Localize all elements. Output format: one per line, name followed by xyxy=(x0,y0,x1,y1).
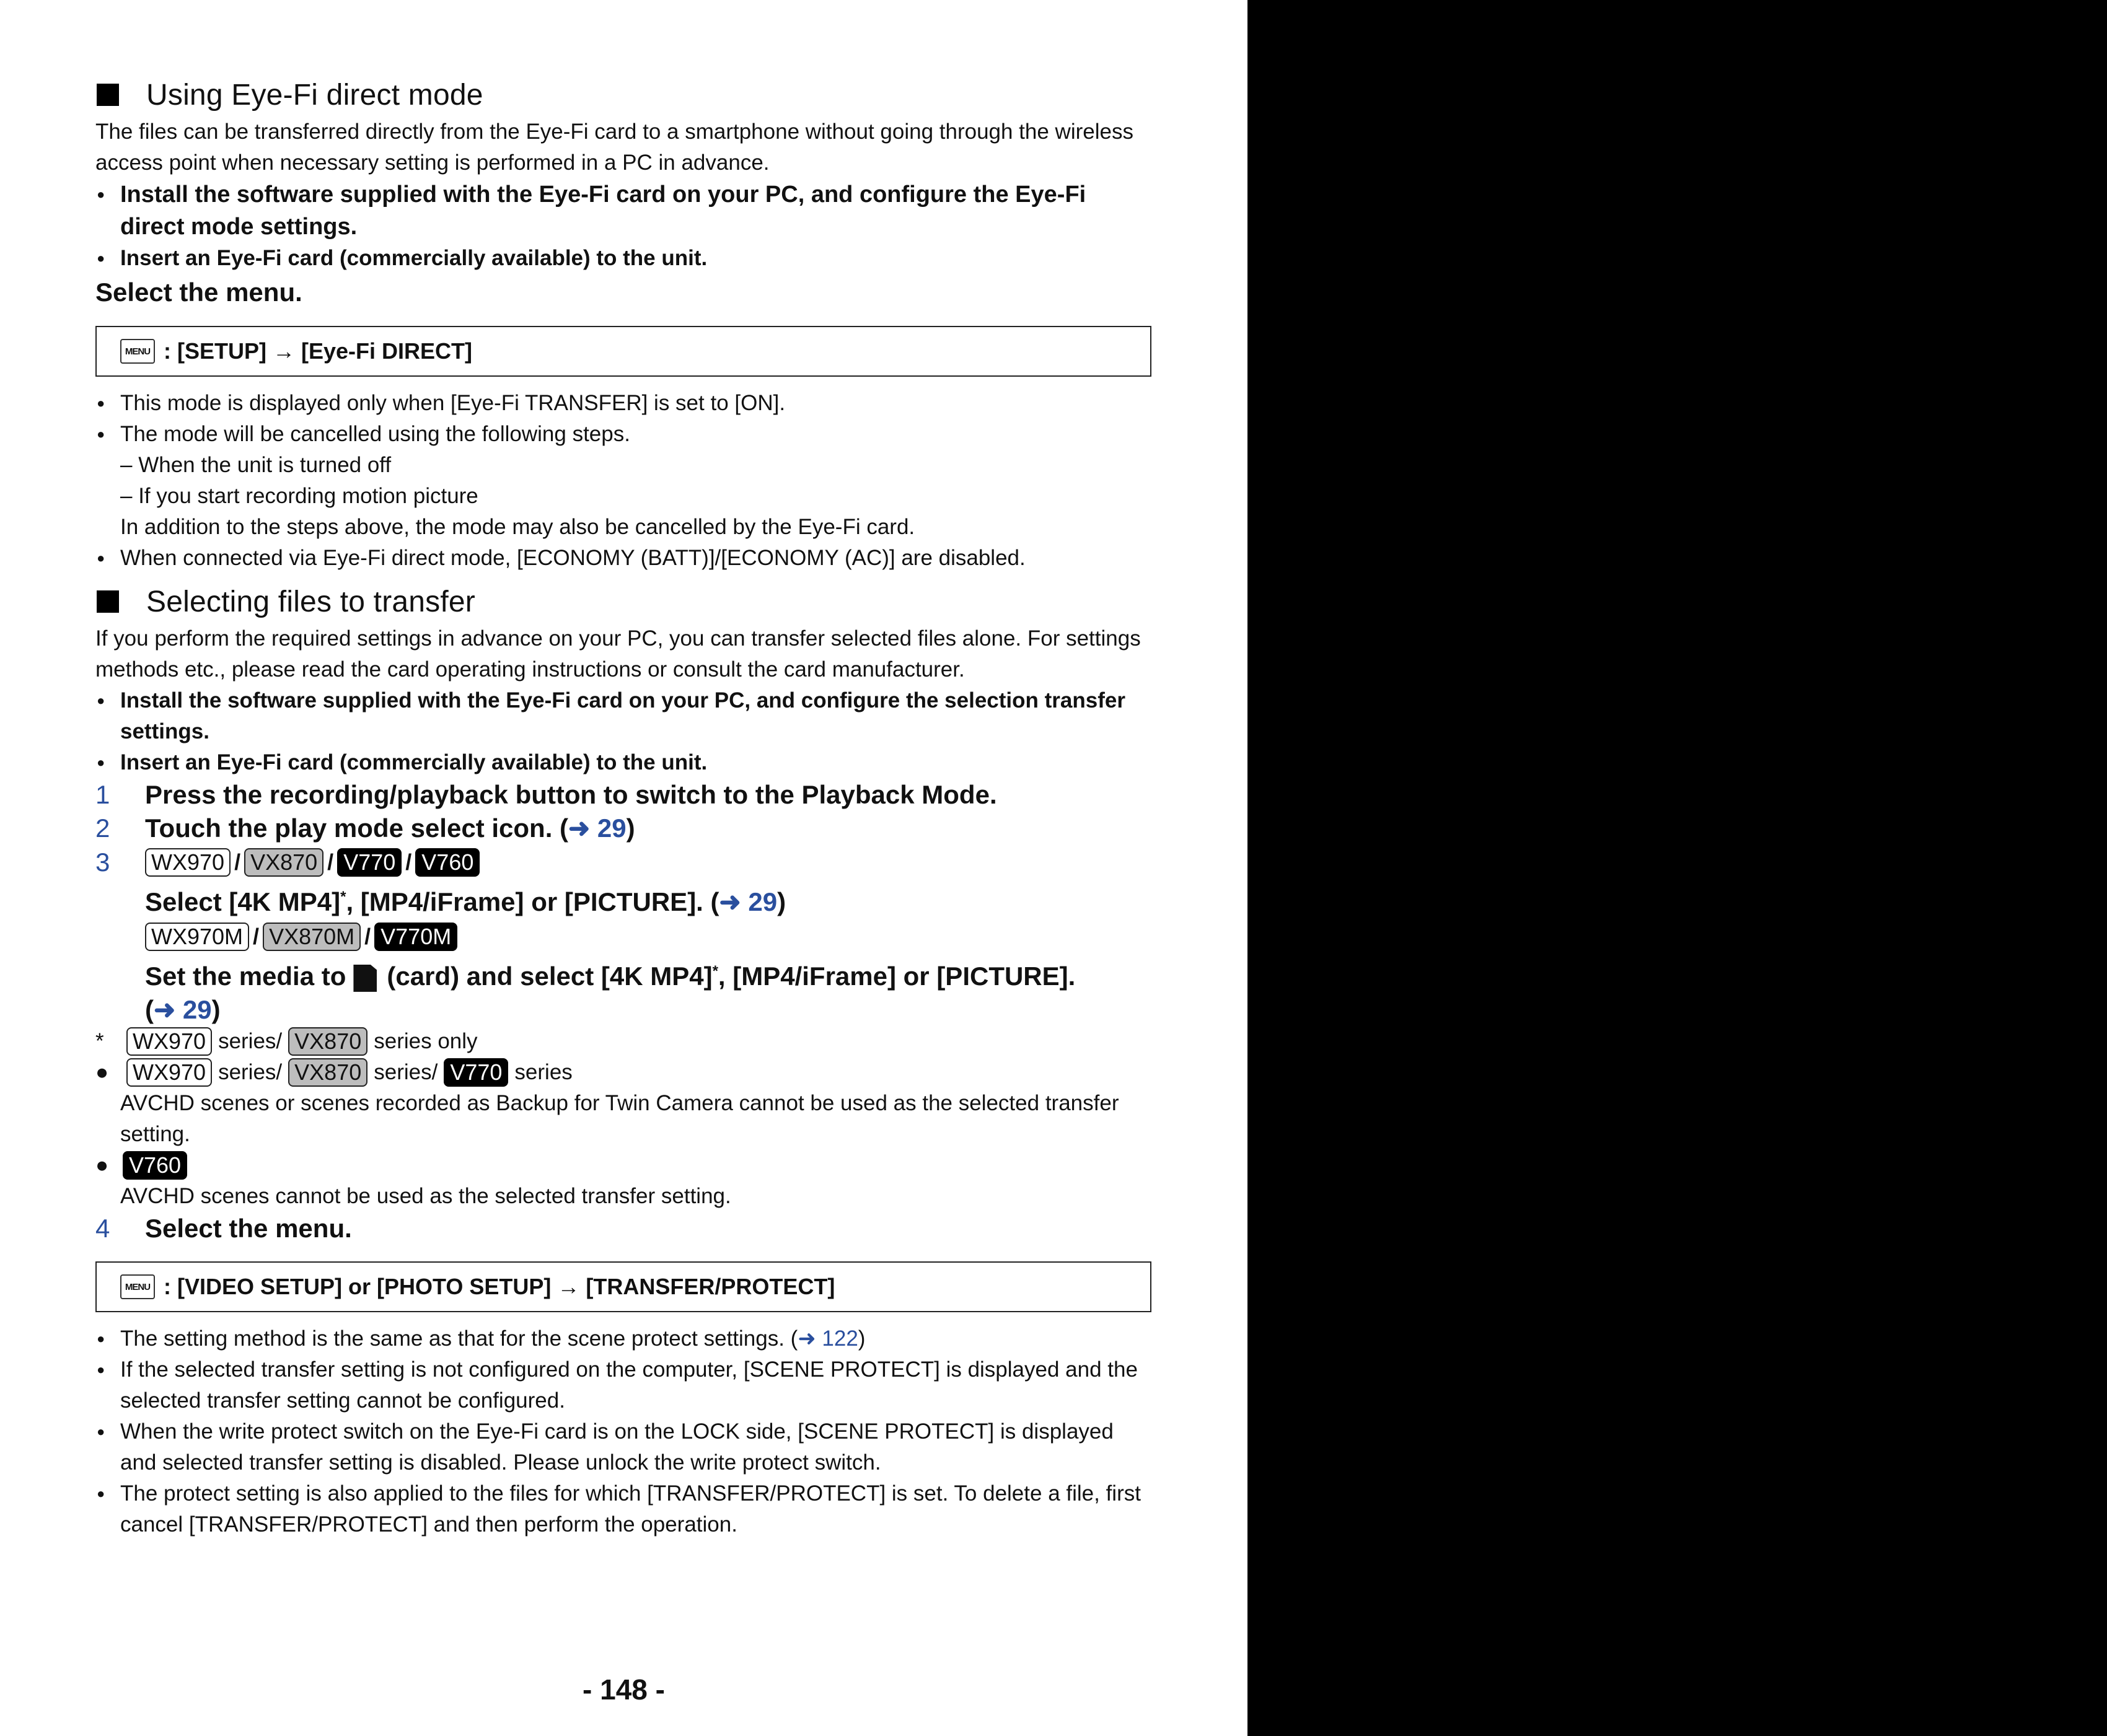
paren-close: ) xyxy=(211,995,221,1024)
step-1 xyxy=(95,778,1151,812)
model-badge: WX970M xyxy=(145,923,249,951)
slash-separator: / xyxy=(405,849,412,875)
note-item xyxy=(95,1323,1151,1354)
model-badge: V770 xyxy=(337,848,402,877)
step-text: Select the menu. xyxy=(145,1214,352,1243)
footnote-mark: * xyxy=(340,888,346,905)
note-item: ● The protect setting is also applied to the files for which [TRANSFER/PROTECT] is set. To delete a file, first cancel [TRANSFER/PROTECT] and then perform the operation. xyxy=(95,1478,1151,1540)
requirement-item: ● Insert an Eye-Fi card (commercially available) to the unit. xyxy=(95,243,1151,274)
section-intro: If you perform the required settings in advance on your PC, you can transfer selected files alone. For settings methods etc., please read the card operating instructions or consult the card manufacturer. xyxy=(95,626,1141,682)
black-panel xyxy=(1247,0,2107,1736)
dash-item: – When the unit is turned off xyxy=(120,453,392,477)
step-3 xyxy=(95,845,1151,880)
model-note-text: AVCHD scenes cannot be used as the selected transfer setting. xyxy=(120,1184,731,1208)
model-badge: V760 xyxy=(123,1151,187,1180)
step-3-instruction-a xyxy=(95,880,1151,919)
note-text: The setting method is the same as that for the scene protect settings. ( xyxy=(120,1326,798,1351)
step-4 xyxy=(95,1212,1151,1245)
dash-item: – If you start recording motion picture xyxy=(120,484,478,508)
paren-close: ) xyxy=(777,887,786,916)
section-intro: The files can be transferred directly from the Eye-Fi card to a smartphone without going through the wireless access point when necessary setting is performed in a PC in advance. xyxy=(95,120,1133,175)
instruction-text: Set the media to xyxy=(145,962,346,991)
section-heading-selecting-files xyxy=(95,580,1151,623)
square-bullet-icon xyxy=(97,590,119,613)
paren-close: ) xyxy=(858,1326,866,1351)
menu-icon: MENU xyxy=(120,1274,155,1299)
page-reference-link[interactable]: ➜ 29 xyxy=(719,887,778,916)
model-badge-row xyxy=(95,919,1151,954)
model-badge: WX970 xyxy=(145,848,231,877)
page-content xyxy=(95,73,1151,1540)
menu-icon: MENU xyxy=(120,339,155,364)
menu-path: : [VIDEO SETUP] or [PHOTO SETUP] → [TRANSFER/PROTECT] xyxy=(164,1274,835,1299)
step-number: 3 xyxy=(95,848,110,877)
note-text: series xyxy=(514,1060,573,1084)
model-note-header xyxy=(95,1150,1151,1181)
instruction-text: Select [4K MP4] xyxy=(145,887,341,916)
model-note-text: AVCHD scenes or scenes recorded as Backup for Twin Camera cannot be used as the selected transfer setting. xyxy=(120,1091,1119,1146)
step-3-reference xyxy=(95,994,1151,1026)
requirement-item: ● Install the software supplied with the Eye-Fi card on your PC, and configure the selection transfer settings. xyxy=(95,685,1151,747)
step-2 xyxy=(95,812,1151,845)
paren-close: ) xyxy=(626,813,635,843)
page-reference-link[interactable]: ➜ 29 xyxy=(154,995,212,1024)
slash-separator: / xyxy=(327,849,334,875)
note-item: ● If the selected transfer setting is not configured on the computer, [SCENE PROTECT] is displayed and the selected transfer setting cannot be configured. xyxy=(95,1354,1151,1416)
page-reference-link[interactable]: ➜ 122 xyxy=(798,1326,858,1351)
menu-path-box xyxy=(95,1261,1151,1312)
page-reference-link[interactable]: ➜ 29 xyxy=(568,813,627,843)
note-item: ● This mode is displayed only when [Eye-Fi TRANSFER] is set to [ON]. xyxy=(95,388,1151,419)
step-number: 2 xyxy=(95,813,110,843)
heading-text: Using Eye-Fi direct mode xyxy=(146,78,483,112)
step-3-instruction-b xyxy=(95,954,1151,994)
model-badge: VX870 xyxy=(288,1027,367,1056)
requirement-item: ● Insert an Eye-Fi card (commercially available) to the unit. xyxy=(95,747,1151,778)
note-item: ● When the write protect switch on the Eye-Fi card is on the LOCK side, [SCENE PROTECT] is displayed and selected transfer setting is disabled. Please unlock the write protect switch. xyxy=(95,1416,1151,1478)
step-number: 1 xyxy=(95,780,110,809)
page-number: - 148 - xyxy=(583,1673,665,1706)
step-text: Press the recording/playback button to switch to the Playback Mode. xyxy=(145,780,997,809)
sd-card-icon xyxy=(353,965,377,992)
note-text: series/ xyxy=(374,1060,438,1084)
footnote-mark: * xyxy=(712,963,718,980)
model-badge: WX970 xyxy=(126,1027,212,1056)
model-badge: VX870 xyxy=(244,848,323,877)
requirement-item: ● Install the software supplied with the Eye-Fi card on your PC, and configure the Eye-Fi direct mode settings. xyxy=(95,178,1151,243)
model-badge: VX870 xyxy=(288,1058,367,1087)
model-badge: VX870M xyxy=(263,923,361,951)
step-number: 4 xyxy=(95,1214,110,1243)
note-item: ● The mode will be cancelled using the following steps. xyxy=(95,419,1151,450)
model-badge: V760 xyxy=(415,848,480,877)
menu-path-box xyxy=(95,326,1151,377)
footnote-text: series only xyxy=(374,1029,478,1053)
menu-path: : [SETUP] → [Eye-Fi DIRECT] xyxy=(164,338,473,364)
heading-text: Selecting files to transfer xyxy=(146,585,475,618)
bullet-icon: ● xyxy=(95,1153,109,1177)
section-heading-eye-fi-direct xyxy=(95,73,1151,116)
slash-separator: / xyxy=(364,924,371,949)
slash-separator: / xyxy=(253,924,260,949)
step-text: Touch the play mode select icon. ( xyxy=(145,813,569,843)
footnote-text: series/ xyxy=(218,1029,283,1053)
model-badge: V770M xyxy=(374,923,457,951)
paren-open: ( xyxy=(145,995,154,1024)
instruction-text: (card) and select [4K MP4] xyxy=(387,962,713,991)
instruction-text: , [MP4/iFrame] or [PICTURE]. ( xyxy=(346,887,719,916)
footnote xyxy=(95,1026,1151,1057)
note-text: series/ xyxy=(218,1060,283,1084)
select-menu-instruction: Select the menu. xyxy=(95,278,302,307)
instruction-text: , [MP4/iFrame] or [PICTURE]. xyxy=(718,962,1076,991)
bullet-icon: ● xyxy=(95,1060,109,1084)
note-item: ● When connected via Eye-Fi direct mode, [ECONOMY (BATT)]/[ECONOMY (AC)] are disabled. xyxy=(95,543,1151,574)
model-badge: V770 xyxy=(444,1058,508,1087)
slash-separator: / xyxy=(234,849,241,875)
model-badge: WX970 xyxy=(126,1058,212,1087)
note-continuation: In addition to the steps above, the mode may also be cancelled by the Eye-Fi card. xyxy=(120,515,915,539)
square-bullet-icon xyxy=(97,84,119,106)
footnote-mark: * xyxy=(95,1029,104,1053)
model-note-header xyxy=(95,1057,1151,1088)
